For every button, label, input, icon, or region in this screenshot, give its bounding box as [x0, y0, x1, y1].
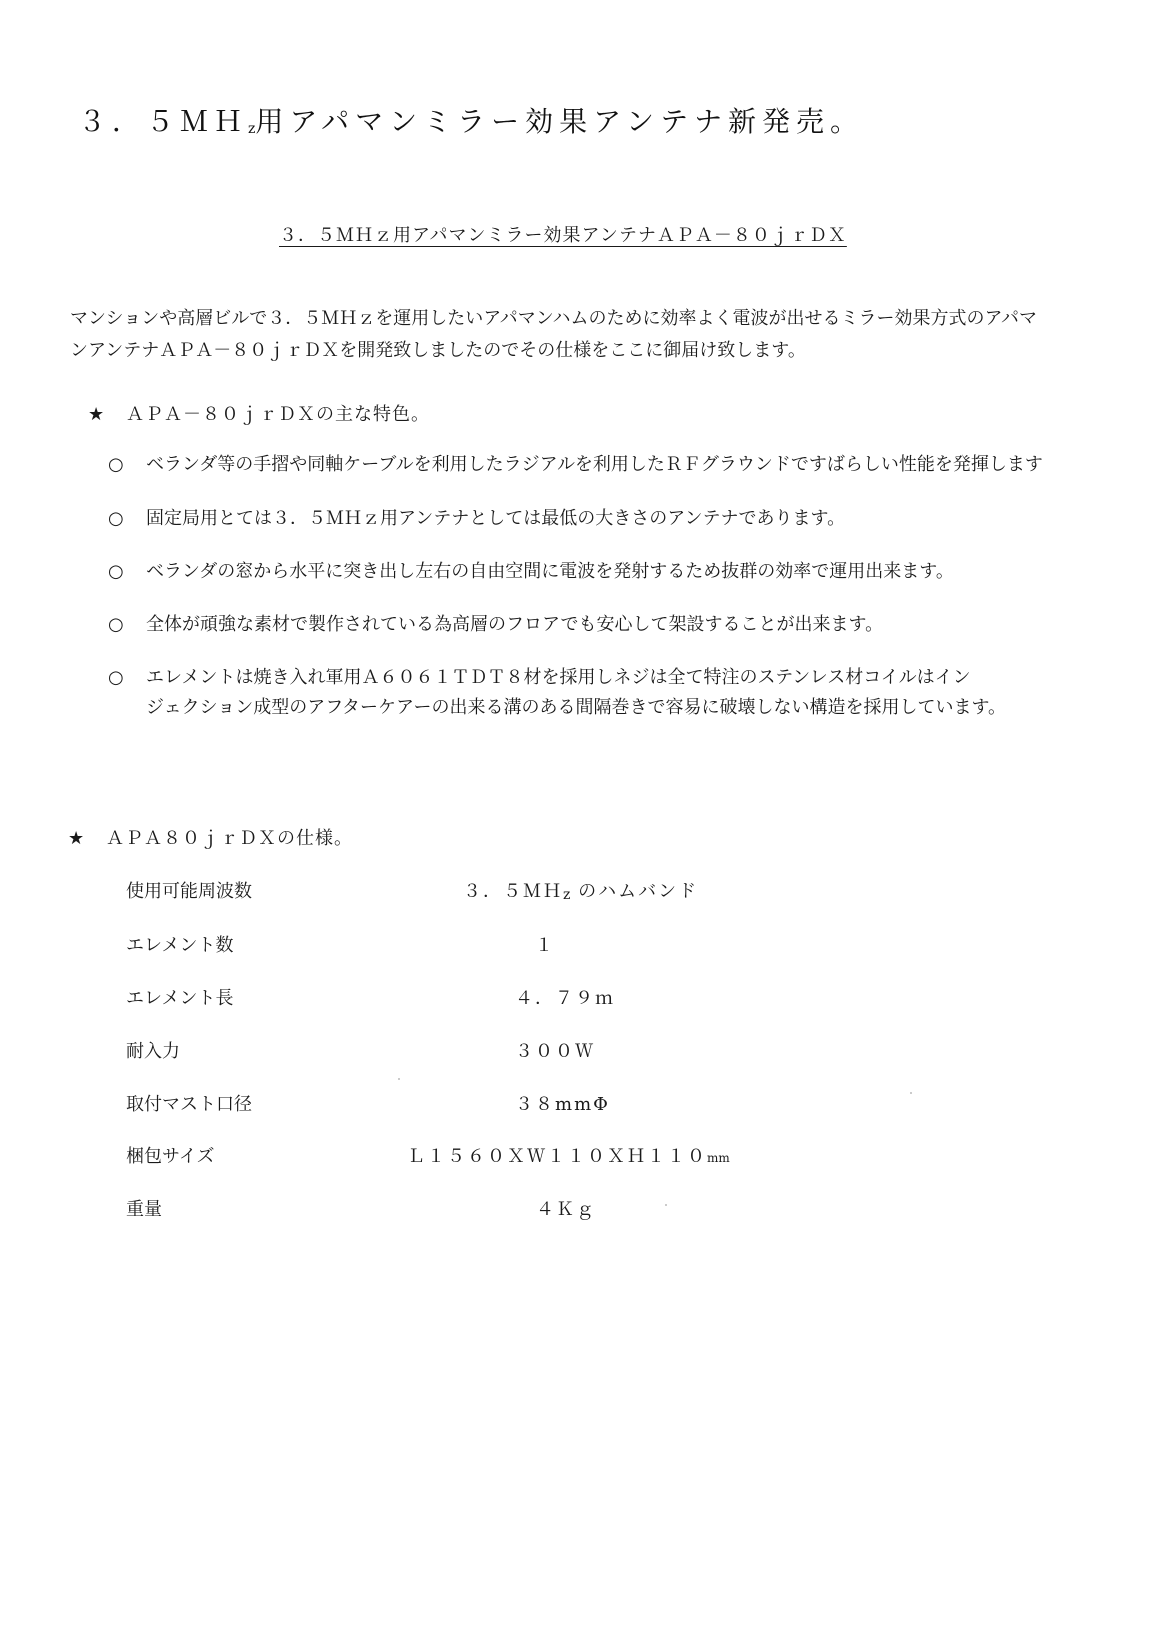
feature-text-line-2: ジェクション成型のアフターケアーの出来る溝のある間隔巻きで容易に破壊しない構造を採用しています。 [146, 697, 1007, 718]
feature-text-line-1: エレメントは焼き入れ軍用Ａ６０６１ＴＤＴ８材を採用しネジは全て特注のステンレス材コイルはイン [146, 667, 971, 688]
feature-item-4 [108, 610, 883, 640]
spec-value-frequency [463, 877, 698, 903]
specs-heading-text: ＡＰＡ８０ｊｒＤＸの仕様。 [106, 828, 353, 849]
feature-text: ベランダ等の手摺や同軸ケーブルを利用したラジアルを利用したＲＦグラウンドですばらしい性能を発揮します [146, 454, 1043, 475]
spec-value-mast-diameter: ３８mmΦ [515, 1094, 610, 1115]
feature-item-1 [108, 450, 1043, 480]
spec-label-power: 耐入力 [126, 1041, 180, 1062]
headline-suffix: 用アパマンミラー効果アンテナ新発売。 [255, 105, 865, 138]
star-icon: ★ [88, 404, 106, 425]
scan-speck [665, 1204, 667, 1206]
headline-subscript: z [248, 121, 256, 137]
feature-text: 固定局用とては３．５ＭＨｚ用アンテナとしては最低の大きさのアンテナであります。 [146, 508, 846, 529]
feature-item-2 [108, 504, 845, 534]
scan-speck [398, 1078, 400, 1080]
spec-value-unit: mm [707, 1151, 730, 1165]
intro-line-1: マンションや高層ビルで３．５ＭＨｚを運用したいアパマンハムのために効率よく電波が出せるミラー効果方式のアパマ [70, 308, 1038, 329]
scan-speck [910, 1092, 912, 1094]
features-heading [88, 400, 430, 426]
specs-heading [68, 824, 353, 850]
circle-bullet-icon: ○ [108, 508, 124, 529]
feature-text: 全体が頑強な素材で製作されている為高層のフロアでも安心して架設することが出来ます。 [146, 614, 884, 635]
headline [78, 100, 864, 140]
spec-label-mast-diameter: 取付マスト口径 [126, 1094, 252, 1115]
feature-item-3 [108, 557, 954, 587]
star-icon: ★ [68, 828, 86, 849]
spec-value-text: ３．５ＭＨ [463, 881, 563, 902]
spec-label-frequency: 使用可能周波数 [126, 881, 252, 902]
spec-label-weight: 重量 [126, 1199, 162, 1220]
spec-value-text: Ｌ１５６０ＸＷ１１０ＸＨ１１０ [407, 1146, 707, 1167]
features-heading-text: ＡＰＡ－８０ｊｒＤＸの主な特色。 [126, 404, 430, 425]
spec-label-package-size: 梱包サイズ [126, 1146, 215, 1167]
spec-value-element-length: ４．７９ｍ [515, 988, 615, 1009]
intro-line-2: ンアンテナＡＰＡ－８０ｊｒＤＸを開発致しましたのでその仕様をここに御届け致します。 [70, 340, 806, 361]
intro-paragraph [70, 303, 1090, 367]
circle-bullet-icon: ○ [108, 614, 124, 635]
circle-bullet-icon: ○ [108, 454, 124, 475]
circle-bullet-icon: ○ [108, 561, 124, 582]
spec-value-subscript: z [563, 887, 571, 903]
spec-value-power: ３００Ｗ [515, 1041, 595, 1062]
spec-label-element-length: エレメント長 [126, 988, 234, 1009]
circle-bullet-icon: ○ [108, 667, 124, 688]
headline-prefix: ３．５ＭＨ [78, 105, 249, 138]
spec-value-suffix: のハムバンド [570, 881, 699, 902]
product-subtitle: ３．５ＭＨｚ用アパマンミラー効果アンテナＡＰＡ－８０ｊｒＤＸ [279, 225, 847, 246]
spec-value-element-count: １ [535, 935, 555, 956]
spec-value-package-size [407, 1142, 730, 1168]
spec-value-weight: ４Ｋｇ [536, 1199, 596, 1220]
feature-item-5 [108, 663, 1006, 723]
spec-label-element-count: エレメント数 [126, 935, 234, 956]
feature-text: ベランダの窓から水平に突き出し左右の自由空間に電波を発射するため抜群の効率で運用出来ます。 [146, 561, 954, 582]
